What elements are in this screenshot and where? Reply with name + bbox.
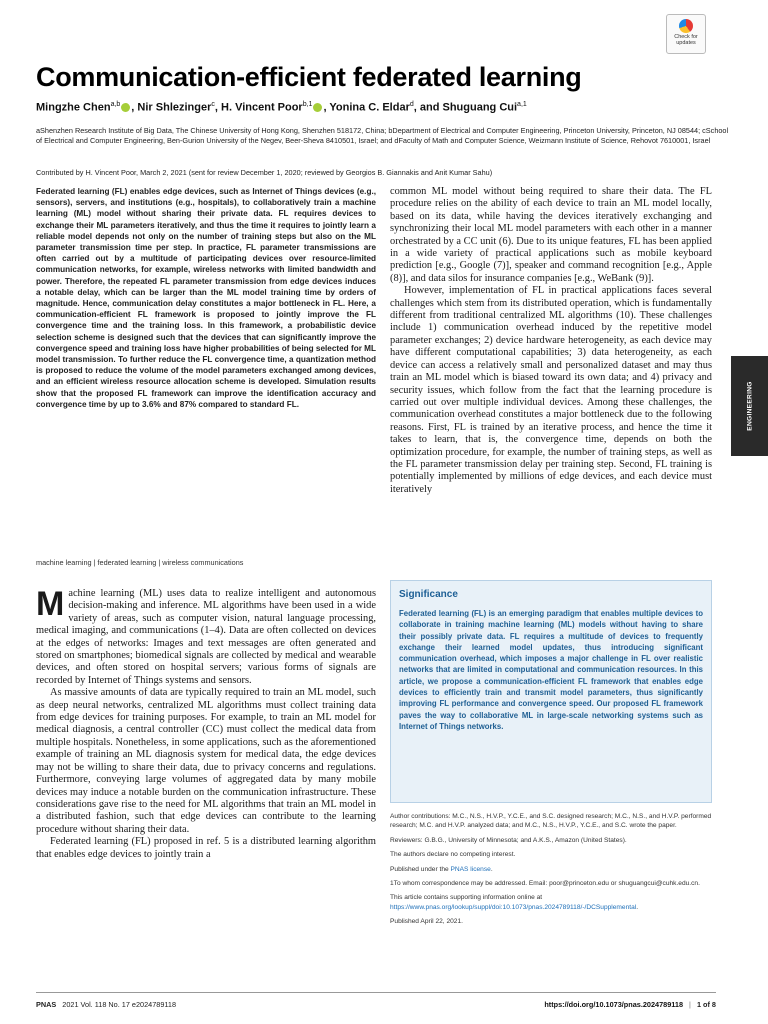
body-paragraph: As massive amounts of data are typically required to train an ML model, such as deep neural networks, centralized ML algorithms must collect training data from edge devices for training purposes. For example, to train an ML model for medical diagnosis, a central controller (CC) must collect the medical data from multiple hospitals. Nonetheless, in some applications, such as the aforementioned example of training an ML diagnosis system for medical data, the edge devices may not be willing to share their data, due to privacy concerns and regulations. Furthermore, conveying large volumes of aggregated data by many mobile devices may induce a notable burden on the communication infrastructure. These considerations gave rise to the need for ML algorithms that train an ML model in a distributed fashion, such that edge devices can contribute to the learning procedure without sharing their data. bbox=[36, 687, 376, 835]
body-paragraph: common ML model without being required to share their data. The FL procedure relies on the ability of each device to train an ML model locally, based on its data, while having the devices iteratively exchanging and synchronizing their local ML model parameters with each other in a manner orchestrated by a CC unit (6). Due to its unique features, FL has been applied in a wide variety of practical applications such as mobile keyboard prediction [e.g., Google (7)], speaker and command recognition [e.g., Apple (8)], and data silos for insurance companies [e.g., WeBank (9)]. bbox=[390, 186, 712, 284]
body-paragraph: However, implementation of FL in practical applications faces several challenges which stem from its distributed operation, which is fundamentally different from traditional centralized ML algorithms (10). These challenges include 1) communication overhead induced by the repetitive model parameter exchanges; 2) device hardware heterogeneity, as each device may have different computational capabilities; 3) data heterogeneity, as each device can access a relatively small and personalized dataset and may thus train an ML model which is biased toward its own data; and 4) privacy and security issues, which follow from the fact that the learning procedure is carried out over multiple individual devices. Among these challenges, the communication overhead constitutes a major bottleneck due to the following reasons. First, FL is trained by an iterative process, and hence the time it takes to learn, that is, the convergence time, depends on both the optimization procedure, for example, the number of training steps, as well as the FL parameter transmission delay per training step. Second, FL training is potentially implemented by millions of edge devices, and each device must iteratively bbox=[390, 285, 712, 495]
keywords: machine learning | federated learning | wireless communications bbox=[36, 558, 244, 567]
footer-rule bbox=[36, 992, 716, 993]
badge-label: Check for updates bbox=[674, 34, 698, 46]
license-note: Published under the PNAS license. bbox=[390, 865, 493, 873]
crossmark-icon bbox=[679, 19, 693, 33]
body-column-left bbox=[36, 585, 376, 861]
license-link[interactable]: PNAS license bbox=[450, 865, 491, 873]
author-affiliation-marker: a,b bbox=[110, 101, 121, 108]
author-contributions: Author contributions: M.C., N.S., H.V.P., Y.C.E., and S.C. designed research; M.C., N.S., and H.V.P. performed research; M.C. and H.V.P. analyzed data; and M.C., N.S., H.V.P., Y.C.E., and S.C. wrote the paper. bbox=[390, 813, 712, 830]
author-affiliation-marker: c bbox=[211, 101, 215, 108]
orcid-icon[interactable] bbox=[121, 103, 130, 112]
journal-name: PNAS bbox=[36, 1000, 57, 1009]
contributed-by: Contributed by H. Vincent Poor, March 2, 2021 (sent for review December 1, 2020; reviewed by Georgios B. Giannakis and Anit Kumar Sahu) bbox=[36, 168, 493, 177]
significance-text: Federated learning (FL) is an emerging paradigm that enables multiple devices to collaborate in training machine learning (ML) models without having to share their possibly private data. FL requires a multitude of devices to frequently exchange their learned model updates, thus introducing significant communication overhead, which imposes a major challenge in FL over realistic networks that are limited in computational and communication resources. In this article, we propose a communication-efficient FL framework that enables edge devices to efficiently train and transmit model parameters, thus significantly improving FL performance and convergence speed. Our proposed FL framework paves the way to collaborative ML in large-scale networking systems such as Internet of Things networks. bbox=[399, 609, 703, 731]
author-name: Yonina C. Eldar bbox=[329, 101, 410, 114]
reviewers: Reviewers: G.B.G., University of Minnesota; and A.K.S., Amazon (United States). bbox=[390, 836, 627, 844]
supporting-info: This article contains supporting information online at https://www.pnas.org/lookup/suppl/doi:10.1073/pnas.2024789118/-/DCSupplemental. bbox=[390, 894, 639, 911]
author-name: Mingzhe Chen bbox=[36, 101, 111, 114]
affiliations: aShenzhen Research Institute of Big Data, The Chinese University of Hong Kong, Shenzhen 518172, China; bDepartment of Electrical and Computer Engineering, Princeton University, Princeton, NJ 08544; cSchool of Electrical and Computer Engineering, Ben-Gurion University of the Negev, Beer-Sheva 8410501, Israel; and dFaculty of Math and Computer Science, Weizmann Institute of Science, Rehovot 7610001, Israel bbox=[36, 126, 729, 145]
drop-cap: M bbox=[36, 585, 65, 623]
doi-link[interactable]: https://doi.org/10.1073/pnas.2024789118 bbox=[544, 1000, 684, 1009]
published-date: Published April 22, 2021. bbox=[390, 918, 463, 926]
author-affiliation-marker: b,1 bbox=[302, 101, 313, 108]
author-affiliation-marker: d bbox=[409, 101, 414, 108]
footer-doi: https://doi.org/10.1073/pnas.2024789118 | 1 of 8 bbox=[544, 1000, 716, 1009]
body-paragraph: Federated learning (FL) proposed in ref. 5 is a distributed learning algorithm that enables edge devices to jointly train a bbox=[36, 836, 376, 860]
article-notes bbox=[390, 812, 712, 932]
author-name: Nir Shlezinger bbox=[137, 101, 212, 114]
body-paragraph: Machine learning (ML) uses data to realize intelligent and autonomous decision-making and inference. ML algorithms have been used in a wide variety of areas, such as computer vision, natural language processing, medical imaging, and communications (1–4). Data are often collected on devices at the edges of networks: Images and text messages are often generated and stored on smartphones; biomedical signals are collected by medical and wearable devices, and often stored on hospital servers; various forms of signals are recorded by Internet of Things systems and sensors. bbox=[36, 585, 376, 686]
competing-interest: The authors declare no competing interest. bbox=[390, 851, 516, 859]
author-affiliation-marker: a,1 bbox=[517, 101, 527, 108]
page-count: 1 of 8 bbox=[696, 1000, 716, 1009]
significance-heading: Significance bbox=[399, 589, 458, 600]
author-name: Shuguang Cui bbox=[442, 101, 518, 114]
body-column-right bbox=[390, 186, 712, 496]
supporting-info-link[interactable]: https://www.pnas.org/lookup/suppl/doi:10.1073/pnas.2024789118/-/DCSupplemental bbox=[390, 903, 637, 911]
article-title: Communication-efficient federated learning bbox=[36, 62, 582, 92]
section-tab bbox=[731, 356, 768, 456]
author-list: Mingzhe Chen$^{a,b}$ , Nir Shlezinger$^c$, H. Vincent Poor$^{b,1}$ , Yonina C. Eldar$^d$, and Shuguang Cui$^{a,1}$ bbox=[36, 101, 527, 114]
abstract: Federated learning (FL) enables edge devices, such as Internet of Things devices (e.g., sensors), servers, and institutions (e.g., hospitals), to collaboratively train a machine learning (ML) model without sharing their private data. FL requires devices to exchange their ML parameters iteratively, and thus the time it requires to jointly learn a reliable model depends not only on the number of training steps but also on the ML parameter transmission time per step. In practice, FL parameter transmissions are often carried out by a multitude of participating devices over resource-limited communication networks, for example, wireless networks with limited bandwidth and power. Therefore, the repeated FL parameter transmission from edge devices induces a notable delay, which can be larger than the ML model training time by orders of magnitude. Hence, communication delay constitutes a major bottleneck in FL. Here, a communication-efficient FL framework is proposed to jointly improve the FL convergence time and the training loss. In this framework, a probabilistic device selection scheme is designed such that the devices that can significantly improve the convergence speed and training loss have higher probabilities of being selected for ML model transmission. To further reduce the FL convergence time, a quantization method is proposed to reduce the volume of the model parameters exchanged among devices, and an efficient wireless resource allocation scheme is developed. Simulation results show that the proposed FL framework can improve the identification accuracy and convergence time by up to 3.6% and 87% compared to standard FL. bbox=[36, 187, 376, 409]
correspondence: 1To whom correspondence may be addressed. Email: poor@princeton.edu or shuguangcui@cuhk.edu.cn. bbox=[390, 880, 700, 888]
section-tab-label: ENGINEERING bbox=[746, 381, 753, 431]
footer-citation: PNAS 2021 Vol. 118 No. 17 e2024789118 bbox=[36, 1000, 177, 1009]
significance-box bbox=[390, 580, 712, 803]
orcid-icon[interactable] bbox=[313, 103, 322, 112]
check-for-updates-badge[interactable] bbox=[666, 14, 706, 54]
author-name: H. Vincent Poor bbox=[221, 101, 303, 114]
